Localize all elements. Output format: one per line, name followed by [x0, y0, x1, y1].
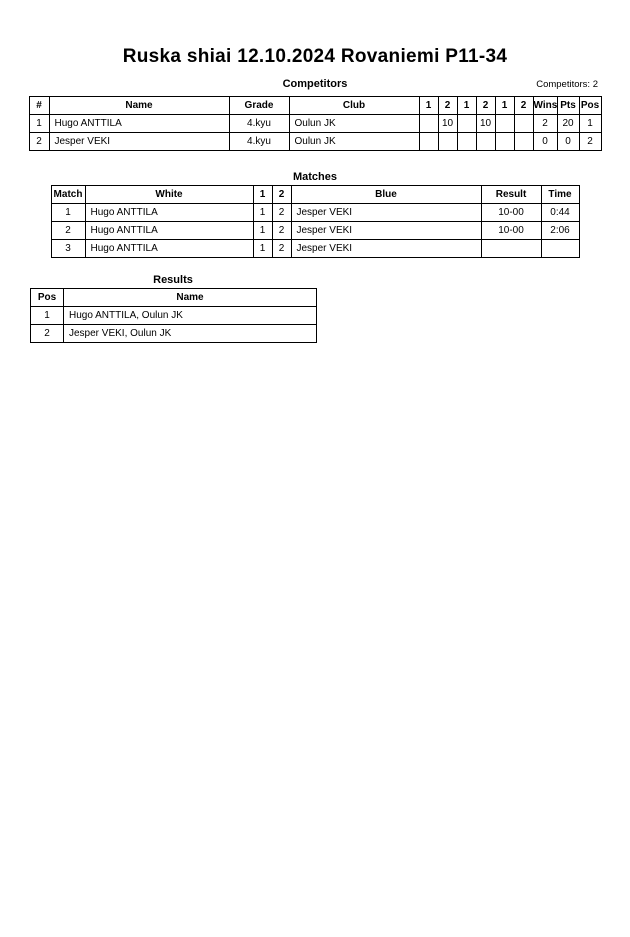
column-header-name: Name [64, 289, 317, 307]
competitor-pts: 20 [557, 115, 579, 133]
column-header-result: Result [481, 186, 541, 204]
competitor-name: Hugo ANTTILA [49, 115, 229, 133]
competitors-section-header [0, 78, 630, 94]
table-header-row [51, 186, 579, 204]
match-blue-name: Jesper VEKI [291, 240, 481, 258]
table-row [29, 133, 601, 151]
column-header-score-2c: 2 [514, 97, 533, 115]
competitor-pos: 1 [579, 115, 601, 133]
competitor-score [495, 133, 514, 151]
table-header-row [31, 289, 317, 307]
competitors-heading: Competitors [282, 78, 348, 90]
match-white-score-2: 2 [272, 240, 291, 258]
competitor-name: Jesper VEKI [49, 133, 229, 151]
column-header-score-2a: 2 [438, 97, 457, 115]
competitor-wins: 0 [533, 133, 557, 151]
match-time [541, 240, 579, 258]
competitor-score [495, 115, 514, 133]
match-white-name: Hugo ANTTILA [85, 240, 253, 258]
competitor-score [438, 133, 457, 151]
column-header-score-1b: 1 [457, 97, 476, 115]
competitor-score [514, 115, 533, 133]
competitor-club: Oulun JK [289, 133, 419, 151]
column-header-pos: Pos [579, 97, 601, 115]
competitor-pts: 0 [557, 133, 579, 151]
match-white-name: Hugo ANTTILA [85, 222, 253, 240]
column-header-wins: Wins [533, 97, 557, 115]
table-row [51, 222, 579, 240]
competitor-club: Oulun JK [289, 115, 419, 133]
column-header-pos: Pos [31, 289, 64, 307]
match-blue-name: Jesper VEKI [291, 222, 481, 240]
competitor-pos: 2 [579, 133, 601, 151]
column-header-club: Club [289, 97, 419, 115]
match-result [481, 240, 541, 258]
match-result: 10-00 [481, 222, 541, 240]
competitor-score [476, 133, 495, 151]
column-header-score-1a: 1 [419, 97, 438, 115]
match-result: 10-00 [481, 204, 541, 222]
competitor-score [419, 115, 438, 133]
column-header-name: Name [49, 97, 229, 115]
column-header-score-2b: 2 [476, 97, 495, 115]
column-header-match: Match [51, 186, 85, 204]
column-header-num: # [29, 97, 49, 115]
table-header-row [29, 97, 601, 115]
table-row [51, 240, 579, 258]
column-header-white: White [85, 186, 253, 204]
competitor-num: 2 [29, 133, 49, 151]
competitors-table [29, 96, 602, 151]
match-white-score-2: 2 [272, 222, 291, 240]
column-header-white-score-1: 1 [253, 186, 272, 204]
matches-table [51, 185, 580, 258]
tournament-results-page [0, 46, 630, 937]
match-time: 2:06 [541, 222, 579, 240]
competitor-score [514, 133, 533, 151]
column-header-blue: Blue [291, 186, 481, 204]
match-time: 0:44 [541, 204, 579, 222]
result-pos: 1 [31, 307, 64, 325]
competitor-num: 1 [29, 115, 49, 133]
match-white-score-1: 1 [253, 240, 272, 258]
competitors-count: Competitors: 2 [536, 79, 598, 90]
results-heading: Results [153, 274, 193, 286]
table-row [29, 115, 601, 133]
match-white-name: Hugo ANTTILA [85, 204, 253, 222]
results-table [30, 288, 317, 343]
match-blue-name: Jesper VEKI [291, 204, 481, 222]
result-name: Jesper VEKI, Oulun JK [64, 325, 317, 343]
column-header-grade: Grade [229, 97, 289, 115]
table-row [31, 307, 317, 325]
competitor-grade: 4.kyu [229, 133, 289, 151]
table-row [51, 204, 579, 222]
column-header-score-1c: 1 [495, 97, 514, 115]
competitor-score: 10 [476, 115, 495, 133]
match-number: 2 [51, 222, 85, 240]
column-header-time: Time [541, 186, 579, 204]
match-number: 3 [51, 240, 85, 258]
competitor-score: 10 [438, 115, 457, 133]
competitor-grade: 4.kyu [229, 115, 289, 133]
matches-heading: Matches [292, 171, 338, 183]
page-title: Ruska shiai 12.10.2024 Rovaniemi P11-34 [122, 46, 508, 67]
result-pos: 2 [31, 325, 64, 343]
table-row [31, 325, 317, 343]
match-white-score-1: 1 [253, 204, 272, 222]
match-white-score-2: 2 [272, 204, 291, 222]
match-number: 1 [51, 204, 85, 222]
competitor-wins: 2 [533, 115, 557, 133]
competitor-score [457, 115, 476, 133]
column-header-white-score-2: 2 [272, 186, 291, 204]
column-header-pts: Pts [557, 97, 579, 115]
competitor-score [457, 133, 476, 151]
match-white-score-1: 1 [253, 222, 272, 240]
competitor-score [419, 133, 438, 151]
result-name: Hugo ANTTILA, Oulun JK [64, 307, 317, 325]
